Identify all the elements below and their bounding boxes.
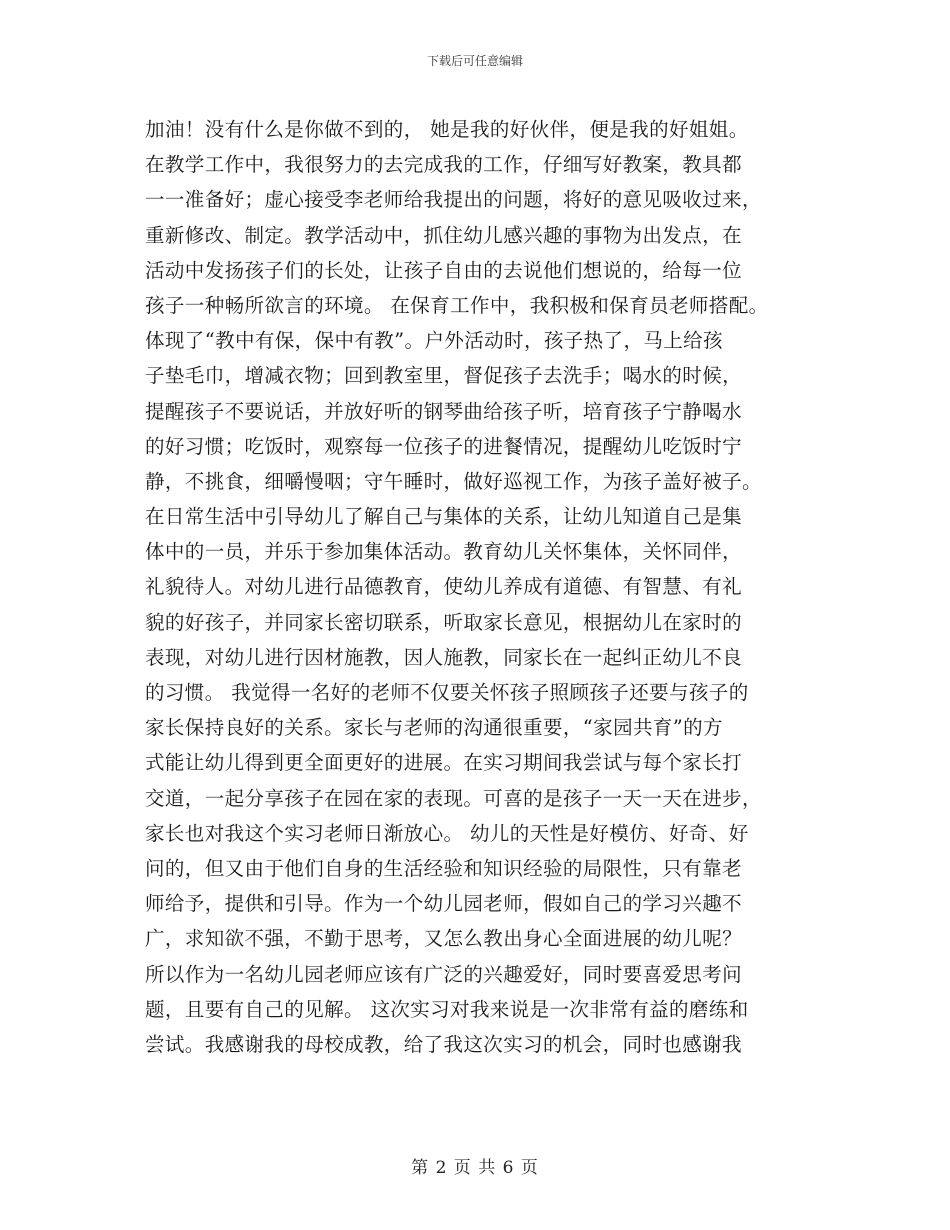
text-line: 提醒孩子不要说话，并放好听的钢琴曲给孩子听，培育孩子宁静喝水 — [145, 399, 743, 423]
text-line: 师给予，提供和引导。作为一个幼儿园老师，假如自己的学习兴趣不 — [145, 892, 743, 916]
text-line: 子垫毛巾，增减衣物；回到教室里，督促孩子去洗手；喝水的时候， — [145, 364, 743, 388]
page-footer: 第 2 页 共 6 页 — [411, 1158, 539, 1178]
page-header: 下载后可任意编辑 — [426, 54, 523, 68]
text-line: 所以作为一名幼儿园老师应该有广泛的兴趣爱好，同时要喜爱思考问 — [145, 962, 743, 986]
text-line: 表现，对幼儿进行因材施教，因人施教，同家长在一起纠正幼儿不良 — [145, 645, 743, 669]
text-line: 广，求知欲不强，不勤于思考，又怎么教出身心全面进展的幼儿呢？ — [145, 927, 743, 951]
text-line: 式能让幼儿得到更全面更好的进展。在实习期间我尝试与每个家长打 — [145, 751, 743, 775]
document-body — [145, 112, 835, 1062]
text-line: 一一准备好；虚心接受李老师给我提出的问题，将好的意见吸收过来， — [145, 188, 762, 212]
text-line: 问的，但又由于他们自身的生活经验和知识经验的局限性，只有靠老 — [145, 856, 743, 880]
text-line: 孩子一种畅所欲言的环境。 在保育工作中，我积极和保育员老师搭配。 — [145, 293, 769, 317]
text-line: 活动中发扬孩子们的长处，让孩子自由的去说他们想说的，给每一位 — [145, 258, 743, 282]
text-line: 加油！没有什么是你做不到的， 她是我的好伙伴，便是我的好姐姐。 — [145, 118, 749, 141]
text-line: 交道，一起分享孩子在园在家的表现。可喜的是孩子一天一天在进步， — [145, 786, 762, 810]
text-line: 题，且要有自己的见解。 这次实习对我来说是一次非常有益的磨练和 — [145, 997, 749, 1021]
text-line: 体中的一员，并乐于参加集体活动。教育幼儿关怀集体，关怀同伴， — [145, 540, 743, 564]
text-line: 貌的好孩子，并同家长密切联系，听取家长意见，根据幼儿在家时的 — [145, 610, 743, 634]
text-line: 体现了“教中有保，保中有教”。户外活动时，孩子热了，马上给孩 — [145, 329, 723, 353]
text-line: 在教学工作中，我很努力的去完成我的工作，仔细写好教案，教具都 — [145, 153, 743, 177]
text-line: 的好习惯；吃饭时，观察每一位孩子的进餐情况，提醒幼儿吃饭时宁 — [145, 434, 743, 458]
text-line: 家长也对我这个实习老师日渐放心。 幼儿的天性是好模仿、好奇、好 — [145, 821, 749, 845]
text-line: 的习惯。 我觉得一名好的老师不仅要关怀孩子照顾孩子还要与孩子的 — [145, 681, 749, 704]
text-line: 尝试。我感谢我的母校成教，给了我这次实习的机会，同时也感谢我 — [145, 1032, 743, 1056]
text-line: 礼貌待人。对幼儿进行品德教育，使幼儿养成有道德、有智慧、有礼 — [145, 575, 743, 599]
text-line: 家长保持良好的关系。家长与老师的沟通很重要，“家园共育”的方 — [145, 716, 723, 740]
text-line: 在日常生活中引导幼儿了解自己与集体的关系，让幼儿知道自己是集 — [145, 505, 743, 529]
text-line: 重新修改、制定。教学活动中，抓住幼儿感兴趣的事物为出发点，在 — [145, 223, 743, 247]
text-line: 静，不挑食，细嚼慢咽；守午睡时，做好巡视工作，为孩子盖好被子。 — [145, 469, 762, 493]
